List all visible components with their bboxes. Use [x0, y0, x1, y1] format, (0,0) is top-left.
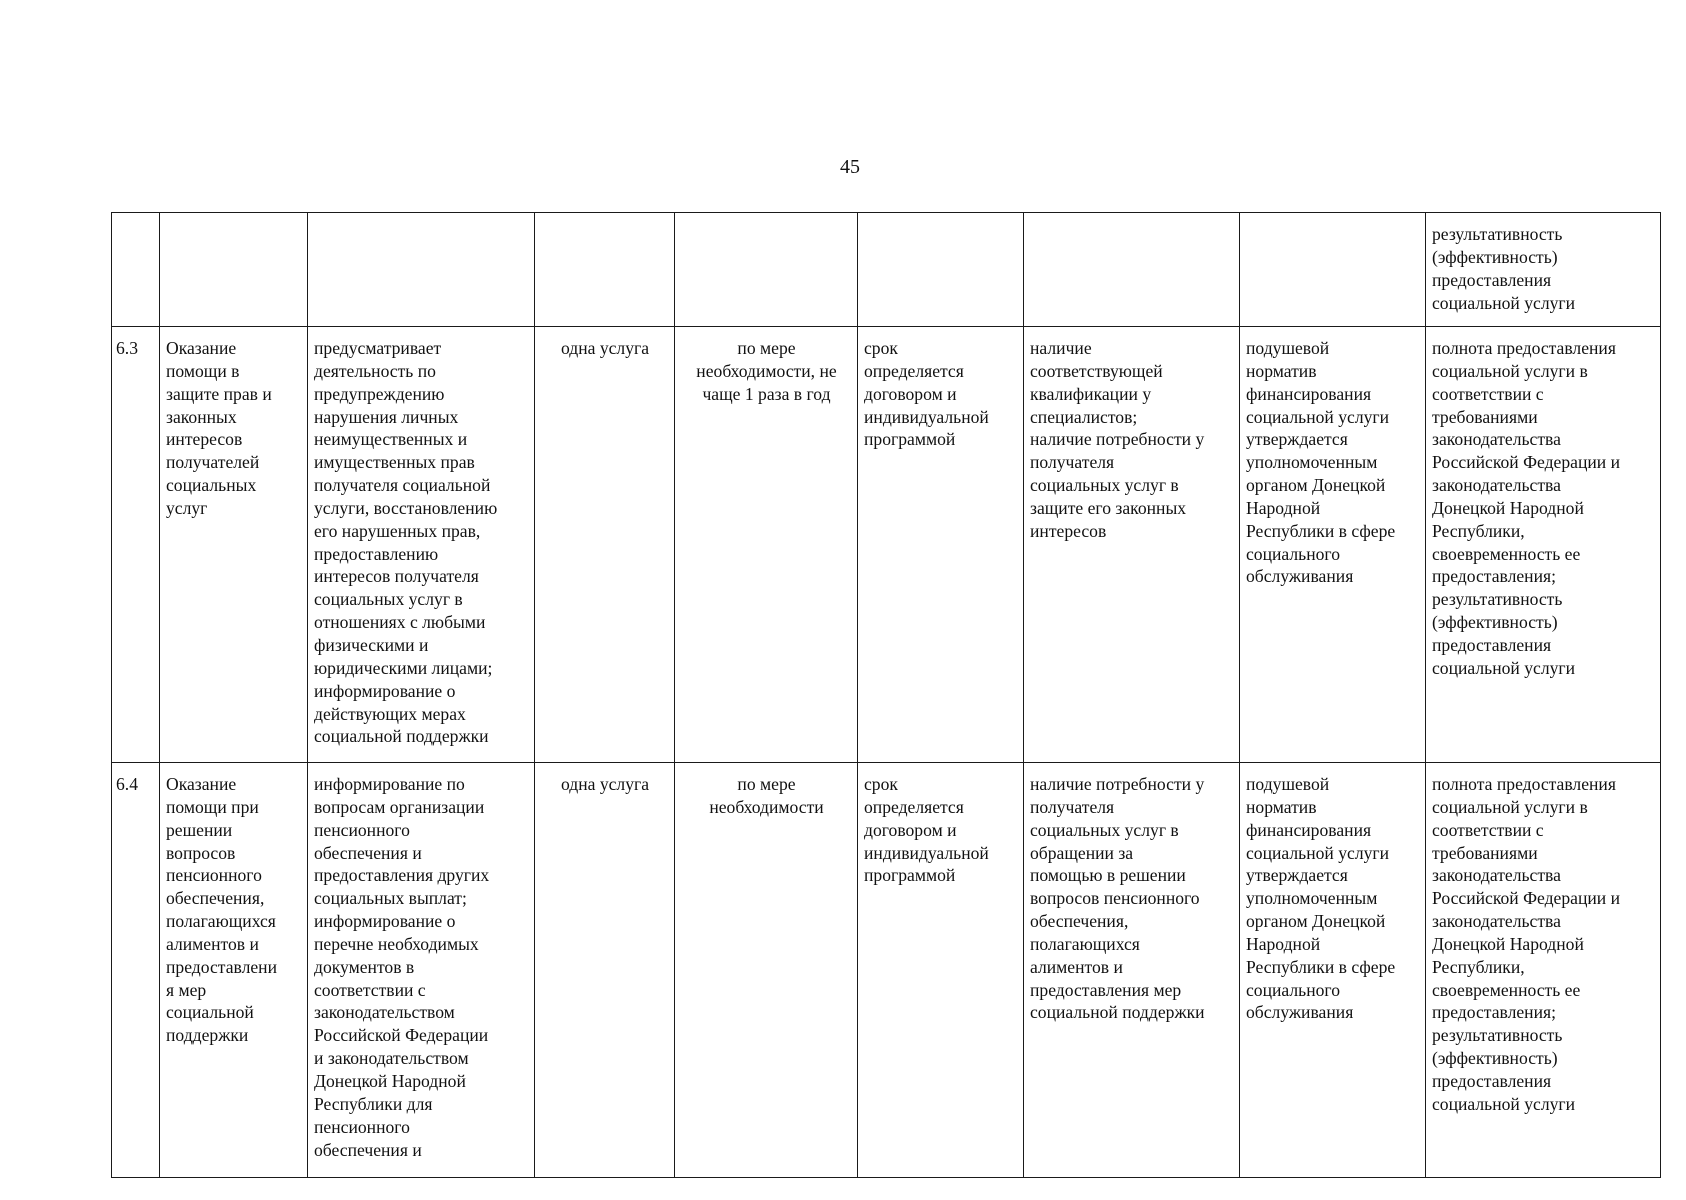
cell-frequency: по мере необходимости — [675, 763, 858, 1178]
cell-volume: одна услуга — [535, 763, 675, 1178]
cell-term — [858, 213, 1024, 327]
cell-conditions: наличие потребности у получателя социальных услуг в обращении за помощью в решении вопросов пенсионного обеспечения, полагающихся алиментов и предоставления мер социальной поддержки — [1024, 763, 1240, 1178]
table-row-6-4 — [112, 763, 1661, 1178]
cell-conditions: наличие соответствующей квалификации у специалистов; наличие потребности у получателя социальных услуг в защите его законных интересов — [1024, 327, 1240, 763]
cell-name: Оказание помощи в защите прав и законных интересов получателей социальных услуг — [160, 327, 308, 763]
cell-indicators: результативность (эффективность) предоставления социальной услуги — [1426, 213, 1661, 327]
cell-financing: подушевой норматив финансирования социальной услуги утверждается уполномоченным органом Донецкой Народной Республики в сфере социального обслуживания — [1240, 327, 1426, 763]
cell-indicators: полнота предоставления социальной услуги в соответствии с требованиями законодательства Российской Федерации и законодательства Донецкой Народной Республики, своевременность ее предоставления; результативность (эффективность) предоставления социальной услуги — [1426, 763, 1661, 1178]
cell-financing — [1240, 213, 1426, 327]
cell-financing: подушевой норматив финансирования социальной услуги утверждается уполномоченным органом Донецкой Народной Республики в сфере социального обслуживания — [1240, 763, 1426, 1178]
page-number: 45 — [840, 156, 860, 178]
cell-frequency: по мере необходимости, не чаще 1 раза в год — [675, 327, 858, 763]
service-standards-table — [111, 212, 1661, 1178]
cell-volume: одна услуга — [535, 327, 675, 763]
cell-description: предусматривает деятельность по предупреждению нарушения личных неимущественных и имущественных прав получателя социальной услуги, восстановлению его нарушенных прав, предоставлению интересов получателя социальных услуг в отношениях с любыми физическими и юридическими лицами; информирование о действующих мерах социальной поддержки — [308, 327, 535, 763]
cell-indicators: полнота предоставления социальной услуги в соответствии с требованиями законодательства Российской Федерации и законодательства Донецкой Народной Республики, своевременность ее предоставления; результативность (эффективность) предоставления социальной услуги — [1426, 327, 1661, 763]
cell-description — [308, 213, 535, 327]
table-row-6-3 — [112, 327, 1661, 763]
cell-frequency — [675, 213, 858, 327]
cell-num — [112, 213, 160, 327]
cell-term: срок определяется договором и индивидуальной программой — [858, 327, 1024, 763]
cell-num: 6.3 — [112, 327, 160, 763]
table-row-continuation — [112, 213, 1661, 327]
cell-term: срок определяется договором и индивидуальной программой — [858, 763, 1024, 1178]
cell-name — [160, 213, 308, 327]
cell-num: 6.4 — [112, 763, 160, 1178]
cell-description: информирование по вопросам организации пенсионного обеспечения и предоставления других социальных выплат; информирование о перечне необходимых документов в соответствии с законодательством Российской Федерации и законодательством Донецкой Народной Республики для пенсионного обеспечения и — [308, 763, 535, 1178]
cell-volume — [535, 213, 675, 327]
cell-conditions — [1024, 213, 1240, 327]
cell-name: Оказание помощи при решении вопросов пенсионного обеспечения, полагающихся алиментов и предоставлени я мер социальной поддержки — [160, 763, 308, 1178]
